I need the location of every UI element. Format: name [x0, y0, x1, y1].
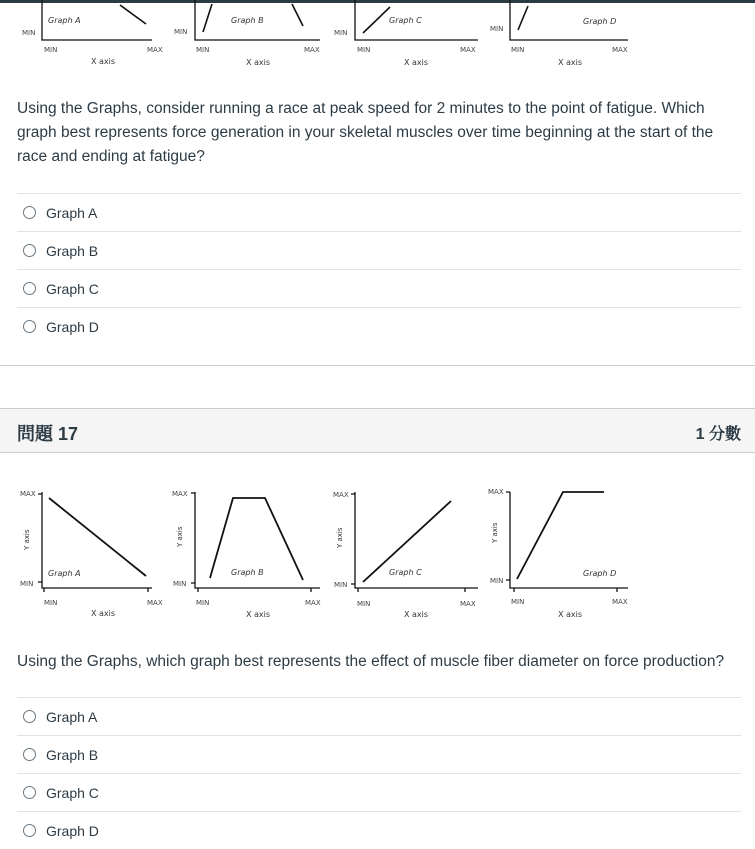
graph-c-x-min: MIN [357, 46, 371, 54]
answer-label: Graph B [46, 746, 99, 763]
answer-label: Graph D [46, 822, 99, 839]
graph-d-x-min: MIN [511, 598, 525, 606]
radio-button[interactable] [23, 244, 36, 257]
radio-button[interactable] [23, 320, 36, 333]
graph-c-axes [351, 492, 478, 592]
radio-button[interactable] [23, 710, 36, 723]
answer-label: Graph A [46, 708, 98, 725]
graph-b-x-label: X axis [246, 610, 271, 619]
graph-d-min-tick: MIN [490, 25, 504, 33]
graph-d-title: Graph D [583, 17, 617, 26]
graph-c-min-tick: MIN [334, 29, 348, 37]
graph-b-min-tick: MIN [174, 28, 188, 36]
answer-option[interactable] [17, 193, 741, 231]
answer-option[interactable] [17, 697, 741, 735]
graph-c-x-min: MIN [357, 600, 371, 608]
question-points: 1 分數 [695, 426, 741, 443]
answer-label: Graph C [46, 280, 99, 297]
graph-d-y-label: Y axis [491, 522, 499, 543]
graph-a-x-label: X axis [91, 609, 116, 618]
graph-c-x-label: X axis [404, 610, 429, 619]
graph-a-line [49, 498, 146, 576]
radio-button[interactable] [23, 786, 36, 799]
question-16-text: Using the Graphs, consider running a race at peak speed for 2 minutes to the point of fatigue. Which graph best represents force generation in your skeletal muscles over time beginning at the start of the race and ending at fatigue? [17, 100, 714, 165]
answer-label: Graph C [46, 784, 99, 801]
graph-d-line [518, 6, 528, 30]
graphs-svg-q17 [0, 480, 755, 620]
question-17-answers [17, 697, 741, 849]
graph-d-x-max: MAX [612, 598, 628, 606]
answer-option[interactable] [17, 735, 741, 773]
graph-d-x-min: MIN [511, 46, 525, 54]
graph-d-line [517, 492, 604, 579]
graph-a-min-tick: MIN [22, 29, 36, 37]
question-17-header [0, 408, 755, 453]
graph-a-y-max: MAX [20, 490, 36, 498]
graph-b-title: Graph B [231, 568, 264, 577]
graph-c-line [363, 7, 390, 33]
graph-a-x-max: MAX [147, 46, 163, 54]
graph-b-x-label: X axis [246, 58, 271, 67]
graph-c-y-max: MAX [333, 491, 349, 499]
answer-label: Graph A [46, 204, 98, 221]
graph-d-title: Graph D [583, 569, 617, 578]
radio-button[interactable] [23, 206, 36, 219]
graph-a-y-label: Y axis [23, 529, 31, 550]
graph-c-title: Graph C [389, 16, 422, 25]
graph-d-x-label: X axis [558, 58, 583, 67]
graphs-image-q16 [0, 0, 755, 75]
graph-a-title: Graph A [48, 569, 81, 578]
graph-b-x-max: MAX [304, 46, 320, 54]
graphs-image-q17 [0, 480, 755, 620]
question-16-answers [17, 193, 741, 345]
graph-b-x-min: MIN [196, 46, 210, 54]
graph-b-y-max: MAX [172, 490, 188, 498]
graph-a-title: Graph A [48, 16, 81, 25]
graph-d-y-min: MIN [490, 577, 504, 585]
graph-c-y-label: Y axis [336, 527, 344, 548]
radio-button[interactable] [23, 824, 36, 837]
graph-a-x-min: MIN [44, 46, 58, 54]
graph-c-x-max: MAX [460, 600, 476, 608]
answer-option[interactable] [17, 307, 741, 345]
graph-a-x-label: X axis [91, 57, 116, 66]
question-divider [0, 365, 755, 366]
answer-label: Graph D [46, 318, 99, 335]
question-title: 問題 17 [17, 424, 79, 444]
answer-option[interactable] [17, 231, 741, 269]
graph-d-x-label: X axis [558, 610, 583, 619]
graph-b-title: Graph B [231, 16, 264, 25]
graph-d-x-max: MAX [612, 46, 628, 54]
graphs-svg-q16 [0, 0, 755, 75]
answer-label: Graph B [46, 242, 99, 259]
answer-option[interactable] [17, 269, 741, 307]
radio-button[interactable] [23, 282, 36, 295]
graph-a-x-min: MIN [44, 599, 58, 607]
graph-c-x-max: MAX [460, 46, 476, 54]
graph-b-y-min: MIN [173, 580, 187, 588]
graph-b-x-min: MIN [196, 599, 210, 607]
question-17-text: Using the Graphs, which graph best represents the effect of muscle fiber diameter on force production? [17, 653, 725, 670]
answer-option[interactable] [17, 773, 741, 811]
graph-c-title: Graph C [389, 568, 422, 577]
graph-a-y-min: MIN [20, 580, 34, 588]
answer-option[interactable] [17, 811, 741, 849]
graph-d-y-max: MAX [488, 488, 504, 496]
graph-a-line [120, 5, 146, 24]
graph-b-y-label: Y axis [176, 526, 184, 547]
graph-a-x-max: MAX [147, 599, 163, 607]
radio-button[interactable] [23, 748, 36, 761]
graph-c-y-min: MIN [334, 581, 348, 589]
graph-c-x-label: X axis [404, 58, 429, 67]
graph-b-x-max: MAX [305, 599, 321, 607]
